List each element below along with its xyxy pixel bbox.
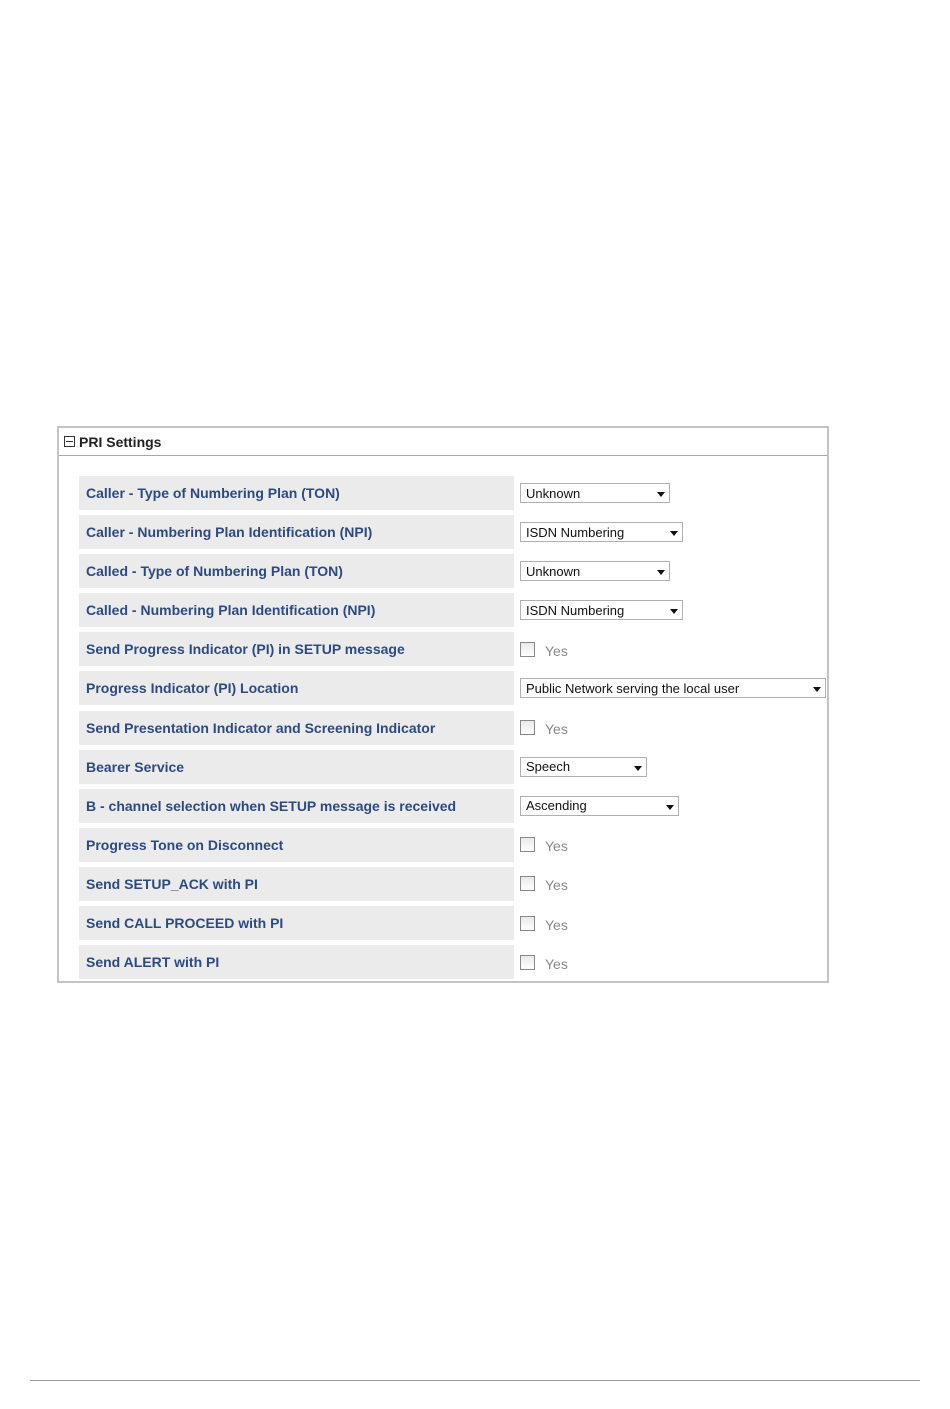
select-value: Unknown [526, 563, 581, 579]
setting-row [79, 711, 827, 750]
called-ton-label: Called - Type of Numbering Plan (TON) [79, 554, 514, 588]
chevron-down-icon [657, 492, 665, 497]
checkbox-label: Yes [545, 916, 568, 933]
setting-row [79, 828, 827, 867]
setting-row [79, 515, 827, 554]
checkbox-label: Yes [545, 955, 568, 972]
pi-location-label: Progress Indicator (PI) Location [79, 671, 514, 705]
select-value: ISDN Numbering [526, 524, 625, 540]
bearer-service-label: Bearer Service [79, 750, 514, 784]
caller-npi-select[interactable] [520, 522, 683, 542]
panel-header [59, 428, 827, 456]
setting-row [79, 632, 827, 671]
alert-checkbox[interactable] [520, 955, 535, 970]
pi-location-select[interactable] [520, 678, 826, 698]
presentation-indicator-label: Send Presentation Indicator and Screening Indicator [79, 711, 514, 745]
select-value: ISDN Numbering [526, 602, 625, 618]
setting-row [79, 789, 827, 828]
checkbox-label: Yes [545, 642, 568, 659]
setting-row [79, 750, 827, 789]
setting-row [79, 671, 827, 710]
chevron-down-icon [670, 531, 678, 536]
chevron-down-icon [657, 570, 665, 575]
chevron-down-icon [670, 609, 678, 614]
checkbox-label: Yes [545, 877, 568, 894]
setting-row [79, 476, 827, 515]
caller-npi-label: Caller - Numbering Plan Identification (NPI) [79, 515, 514, 549]
alert-label: Send ALERT with PI [79, 945, 514, 979]
footer-divider [30, 1380, 920, 1381]
call-proceed-label: Send CALL PROCEED with PI [79, 906, 514, 940]
setting-row [79, 867, 827, 906]
chevron-down-icon [634, 766, 642, 771]
select-value: Speech [526, 759, 571, 775]
progress-tone-checkbox[interactable] [520, 837, 535, 852]
chevron-down-icon [666, 805, 674, 810]
select-value: Unknown [526, 485, 581, 501]
called-npi-select[interactable] [520, 600, 683, 620]
send-pi-setup-checkbox[interactable] [520, 642, 535, 657]
send-pi-setup-label: Send Progress Indicator (PI) in SETUP message [79, 632, 514, 666]
presentation-indicator-checkbox[interactable] [520, 720, 535, 735]
bearer-service-select[interactable] [520, 757, 647, 777]
progress-tone-label: Progress Tone on Disconnect [79, 828, 514, 862]
setting-row [79, 906, 827, 945]
caller-ton-select[interactable] [520, 483, 670, 503]
select-value: Ascending [526, 798, 587, 814]
setup-ack-label: Send SETUP_ACK with PI [79, 867, 514, 901]
checkbox-label: Yes [545, 838, 568, 855]
setup-ack-checkbox[interactable] [520, 876, 535, 891]
setting-row [79, 554, 827, 593]
setting-row [79, 945, 827, 984]
call-proceed-checkbox[interactable] [520, 916, 535, 931]
called-ton-select[interactable] [520, 561, 670, 581]
collapse-icon[interactable] [64, 436, 75, 447]
setting-row [79, 593, 827, 632]
b-channel-selection-select[interactable] [520, 796, 679, 816]
b-channel-selection-label: B - channel selection when SETUP message is received [79, 789, 514, 823]
panel-title: PRI Settings [79, 433, 162, 450]
pri-settings-panel [57, 426, 829, 983]
chevron-down-icon [813, 687, 821, 692]
settings-rows [79, 476, 827, 984]
called-npi-label: Called - Numbering Plan Identification (NPI) [79, 593, 514, 627]
caller-ton-label: Caller - Type of Numbering Plan (TON) [79, 476, 514, 510]
select-value: Public Network serving the local user [526, 680, 740, 696]
checkbox-label: Yes [545, 721, 568, 738]
